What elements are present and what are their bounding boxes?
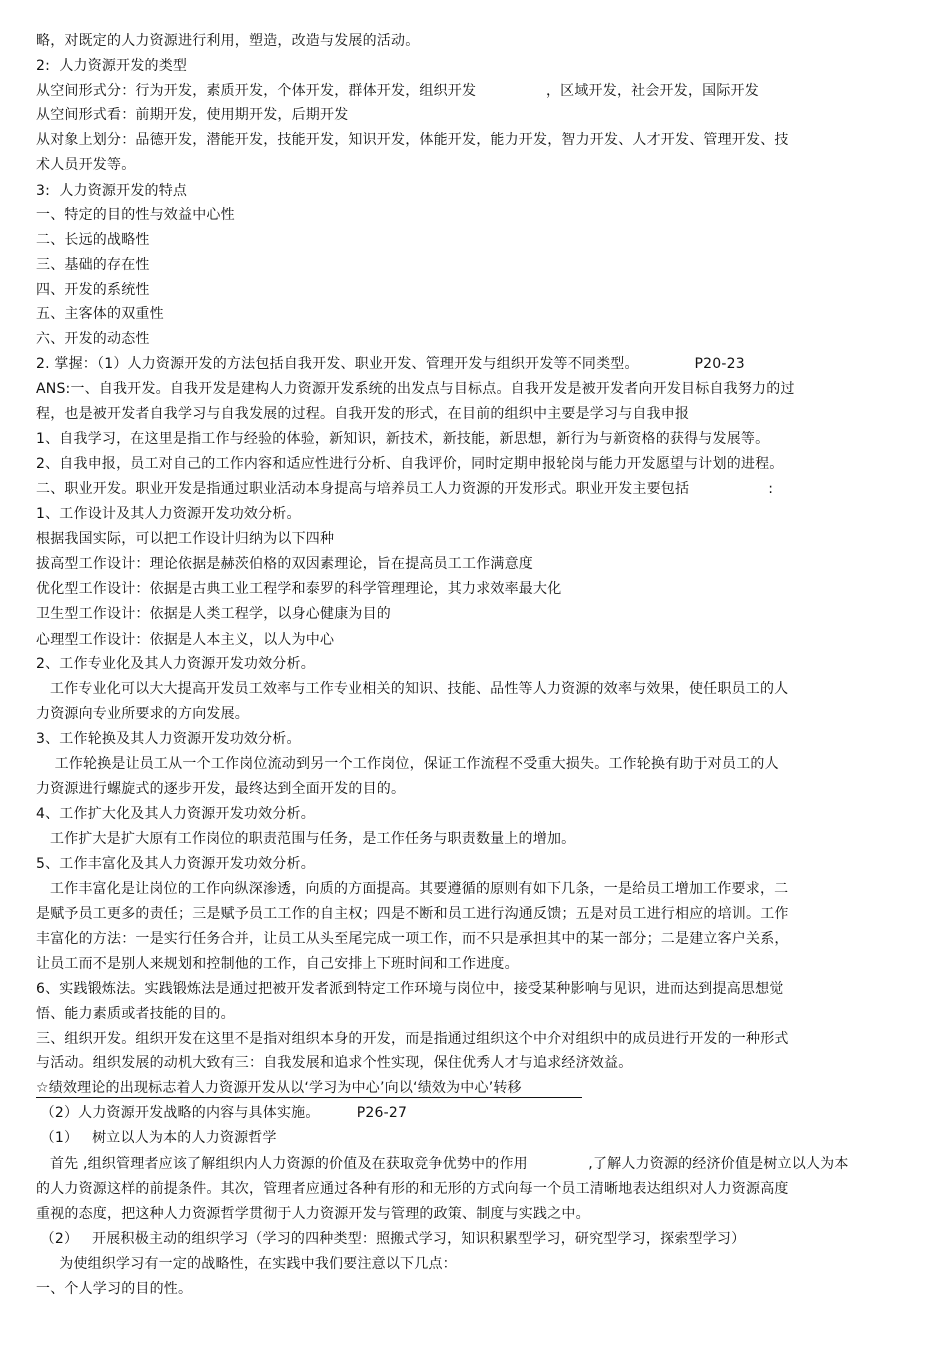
text-line: 二、长远的战略性: [36, 232, 150, 248]
text-line: 的人力资源这样的前提条件。其次，管理者应通过各种有形的和无形的方式向每一个员工清晰地表达组织对人力资源高度: [36, 1181, 789, 1197]
text-line: 1、工作设计及其人力资源开发功效分析。: [36, 506, 301, 522]
text-line: 一、特定的目的性与效益中心性: [36, 207, 235, 223]
text-line: 3、工作轮换及其人力资源开发功效分析。: [36, 731, 301, 747]
text-line: 略，对既定的人力资源进行利用，塑造，改造与发展的活动。: [36, 33, 420, 49]
text-line: （2）人力资源开发战略的内容与具体实施。 P26-27: [36, 1105, 408, 1121]
text-line: 四、开发的系统性: [36, 282, 150, 298]
highlighted-note: ☆绩效理论的出现标志着人力资源开发从以‘学习为中心’向以‘绩效为中心’转移: [36, 1080, 583, 1096]
text-line: 与活动。组织发展的动机大致有三：自我发展和追求个性实现，保住优秀人才与追求经济效益。: [36, 1055, 633, 1071]
text-line: 4、工作扩大化及其人力资源开发功效分析。: [36, 806, 315, 822]
text-line: 悟、能力素质或者技能的目的。: [36, 1006, 235, 1022]
text-line: 丰富化的方法：一是实行任务合并，让员工从头至尾完成一项工作，而不只是承担其中的某一部分；二是建立客户关系，: [36, 931, 789, 947]
text-line: （2） 开展积极主动的组织学习（学习的四种类型：照搬式学习，知识积累型学习，研究型学习，探索型学习）: [36, 1231, 746, 1247]
text-line: 优化型工作设计：依据是古典工业工程学和泰罗的科学管理理论，其力求效率最大化: [36, 581, 562, 597]
text-line: 是赋予员工更多的责任；三是赋予员工工作的自主权；四是不断和员工进行沟通反馈；五是对员工进行相应的培训。工作: [36, 906, 789, 922]
text-line: 三、组织开发。组织开发在这里不是指对组织本身的开发，而是指通过组织这个中介对组织中的成员进行开发的一种形式: [36, 1031, 789, 1047]
text-line: 力资源进行螺旋式的逐步开发，最终达到全面开发的目的。: [36, 781, 406, 797]
text-line: 五、主客体的双重性: [36, 306, 164, 322]
text-line: 卫生型工作设计：依据是人类工程学，以身心健康为目的: [36, 606, 391, 622]
text-line: 根据我国实际，可以把工作设计归纳为以下四种: [36, 531, 335, 547]
text-line: 三、基础的存在性: [36, 257, 150, 273]
text-line: 心理型工作设计：依据是人本主义，以人为中心: [36, 632, 335, 648]
text-line: 5、工作丰富化及其人力资源开发功效分析。: [36, 856, 315, 872]
text-line: 从空间形式分：行为开发，素质开发，个体开发，群体开发，组织开发 ，区域开发，社会开发，国际开发: [36, 83, 759, 99]
text-line: 2. 掌握：（1）人力资源开发的方法包括自我开发、职业开发、管理开发与组织开发等不同类型。 P20-23: [36, 356, 745, 372]
text-line: ANS:一、自我开发。自我开发是建构人力资源开发系统的出发点与目标点。自我开发是被开发者向开发目标自我努力的过: [36, 381, 795, 397]
text-line: 工作扩大是扩大原有工作岗位的职责范围与任务，是工作任务与职责数量上的增加。: [36, 831, 576, 847]
text-line: 为使组织学习有一定的战略性，在实践中我们要注意以下几点：: [36, 1256, 457, 1272]
text-line: 工作专业化可以大大提高开发员工效率与工作专业相关的知识、技能、品性等人力资源的效率与效果，使任职员工的人: [36, 681, 789, 697]
text-line: 2、工作专业化及其人力资源开发功效分析。: [36, 656, 315, 672]
text-line: 六、开发的动态性: [36, 331, 150, 347]
text-line: 3: 人力资源开发的特点: [36, 183, 188, 199]
text-line: 力资源向专业所要求的方向发展。: [36, 706, 249, 722]
text-line: 重视的态度，把这种人力资源哲学贯彻于人力资源开发与管理的政策、制度与实践之中。: [36, 1206, 590, 1222]
text-line: 6、实践锻炼法。实践锻炼法是通过把被开发者派到特定工作环境与岗位中，接受某种影响与见识，进而达到提高思想觉: [36, 981, 784, 997]
text-line: 从空间形式看：前期开发，使用期开发，后期开发: [36, 107, 349, 123]
text-line: 1、自我学习，在这里是指工作与经验的体验，新知识，新技术，新技能，新思想，新行为与新资格的获得与发展等。: [36, 431, 770, 447]
text-line: 拔高型工作设计：理论依据是赫茨伯格的双因素理论，旨在提高员工工作满意度: [36, 556, 533, 572]
text-line: 工作轮换是让员工从一个工作岗位流动到另一个工作岗位，保证工作流程不受重大损失。工作轮换有助于对员工的人: [36, 756, 779, 772]
text-line: 2: 人力资源开发的类型: [36, 58, 188, 74]
text-line: （1） 树立以人为本的人力资源哲学: [36, 1130, 277, 1146]
text-line: 工作丰富化是让岗位的工作向纵深渗透，向质的方面提高。其要遵循的原则有如下几条，一是给员工增加工作要求，二: [36, 881, 789, 897]
text-line: 从对象上划分：品德开发，潜能开发，技能开发，知识开发，体能开发，能力开发，智力开发、人才开发、管理开发、技: [36, 132, 789, 148]
text-line: 一、个人学习的目的性。: [36, 1281, 193, 1297]
text-line: 程，也是被开发者自我学习与自我发展的过程。自我开发的形式，在目前的组织中主要是学习与自我申报: [36, 406, 690, 422]
text-line: 2、自我申报，员工对自己的工作内容和适应性进行分析、自我评价，同时定期申报轮岗与能力开发愿望与计划的进程。: [36, 456, 784, 472]
text-line: 二、职业开发。职业开发是指通过职业活动本身提高与培养员工人力资源的开发形式。职业开发主要包括 :: [36, 481, 774, 497]
text-line: 术人员开发等。: [36, 157, 136, 173]
text-line: 首先 ,组织管理者应该了解组织内人力资源的价值及在获取竞争优势中的作用 ,了解人力资源的经济价值是树立以人为本: [36, 1156, 849, 1172]
text-line: 让员工而不是别人来规划和控制他的工作，自己安排上下班时间和工作进度。: [36, 956, 519, 972]
